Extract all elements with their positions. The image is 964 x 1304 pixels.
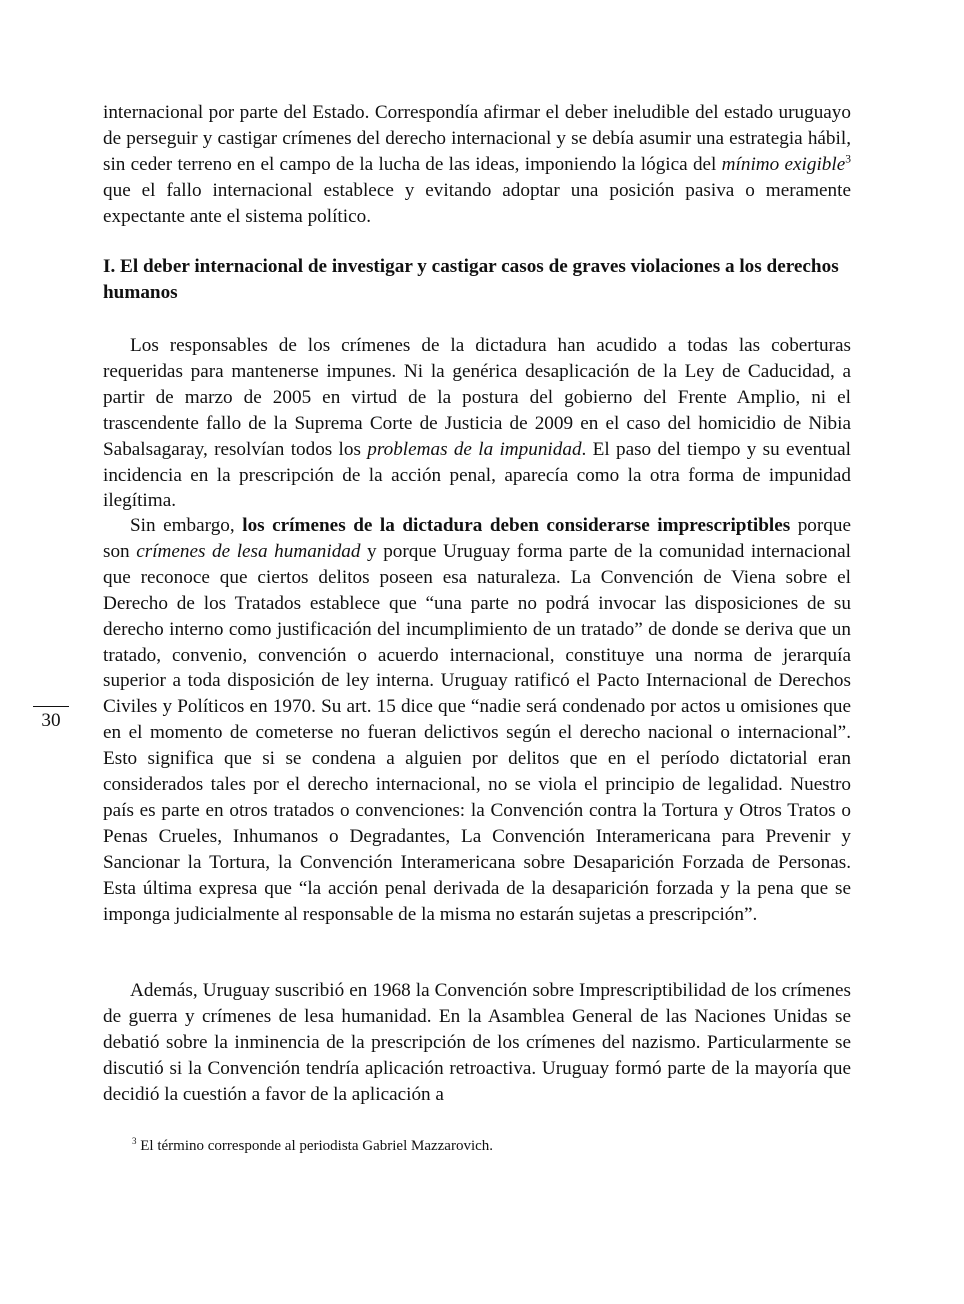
intro-italic-term: mínimo exigible: [721, 153, 846, 175]
body-paragraph-3: Además, Uruguay suscribió en 1968 la Convención sobre Imprescriptibilidad de los crímenes de guerra y crímenes de lesa humanidad. En la Asamblea General de las Naciones Unidas se debatió sobre la inminencia de la prescripción de los crímenes del nazismo. Particularmente se discutió si la Convención tendría aplicación retroactiva. Uruguay formó parte de la mayoría que decidió la cuestión a favor de la aplicación a: [103, 980, 851, 1105]
footnote: [132, 1136, 852, 1156]
page-number: 30: [41, 710, 61, 731]
body-paragraph-1: [103, 333, 851, 514]
section-heading: I. El deber internacional de investigar y castigar casos de graves violaciones a los derechos humanos: [103, 256, 839, 303]
intro-paragraph: [103, 100, 851, 230]
body-paragraph-2: [103, 513, 851, 928]
paragraph2-text-part3: y porque Uruguay forma parte de la comunidad internacional que reconoce que ciertos delitos poseen esa naturaleza. La Convención de Viena sobre el Derecho de los Tratados establece que “una parte no podrá invocar las disposiciones de su derecho interno como justificación del incumplimiento de un tratado” de donde se deriva que un tratado, convenio, convención o acuerdo internacional, constituye una norma de jerarquía superior a toda disposición de ley interna. Uruguay ratificó el Pacto Internacional de Derechos Civiles y Políticos en 1970. Su art. 15 dice que “nadie será condenado por actos u omisiones que en el momento de cometerse no fueran delictivos según el derecho nacional o internacional”. Esto significa que si se condena a alguien por delitos que en el período dictatorial eran considerados tales por el derecho internacional, no se viola el principio de legalidad. Nuestro país es parte en otros tratados o convenciones: la Convención contra la Tortura y Otros Tratos o Penas Crueles, Inhumanos o Degradantes, La Convención Interamericana para Prevenir y Sancionar la Tortura, la Convención Interamericana sobre Desaparición Forzada de Personas. Esta última expresa que “la acción penal derivada de la desaparición forzada y la pena que se imponga judicialmente al responsable de la misma no estarán sujetas a prescripción”.: [103, 540, 851, 925]
paragraph2-text-part1: Sin embargo,: [130, 515, 243, 536]
paragraph2-bold-statement: los crímenes de la dictadura deben considerarse imprescriptibles: [242, 515, 791, 536]
footnote-text: El término corresponde al periodista Gabriel Mazzarovich.: [136, 1138, 494, 1154]
footnote-reference[interactable]: 3: [845, 153, 851, 166]
footnote-marker: 3: [132, 1136, 137, 1146]
paragraph1-italic-term: problemas de la impunidad: [367, 438, 582, 460]
paragraph2-italic-term: crímenes de lesa humanidad: [136, 540, 361, 562]
intro-text-part2: que el fallo internacional establece y evitando adoptar una posición pasiva o meramente expectante ante el sistema político.: [103, 179, 851, 227]
intro-text-part1: internacional por parte del Estado. Correspondía afirmar el deber ineludible del estado uruguayo de perseguir y castigar crímenes del derecho internacional y se debía asumir una estrategia hábil, sin ceder terreno en el campo de la lucha de las ideas, imponiendo la lógica del: [103, 102, 851, 175]
paragraph1-text-part1: Los responsables de los crímenes de la dictadura han acudido a todas las coberturas requeridas para mantenerse impunes. Ni la genérica desaplicación de la Ley de Caducidad, a partir de marzo de 2005 en virtud de la postura del gobierno del Frente Amplio, ni el trascendente fallo de la Suprema Corte de Justicia de 2009 en el caso del homicidio de Nibia Sabalsagaray, resolvían todos los: [103, 335, 851, 460]
paragraph1-text-part2: . El paso del tiempo y su eventual incidencia en la prescripción de la acción penal, aparecía como la otra forma de impunidad ilegítima.: [103, 438, 851, 512]
paragraph2-text-part2: porque son: [103, 515, 851, 562]
page-number-rule: [33, 706, 69, 707]
